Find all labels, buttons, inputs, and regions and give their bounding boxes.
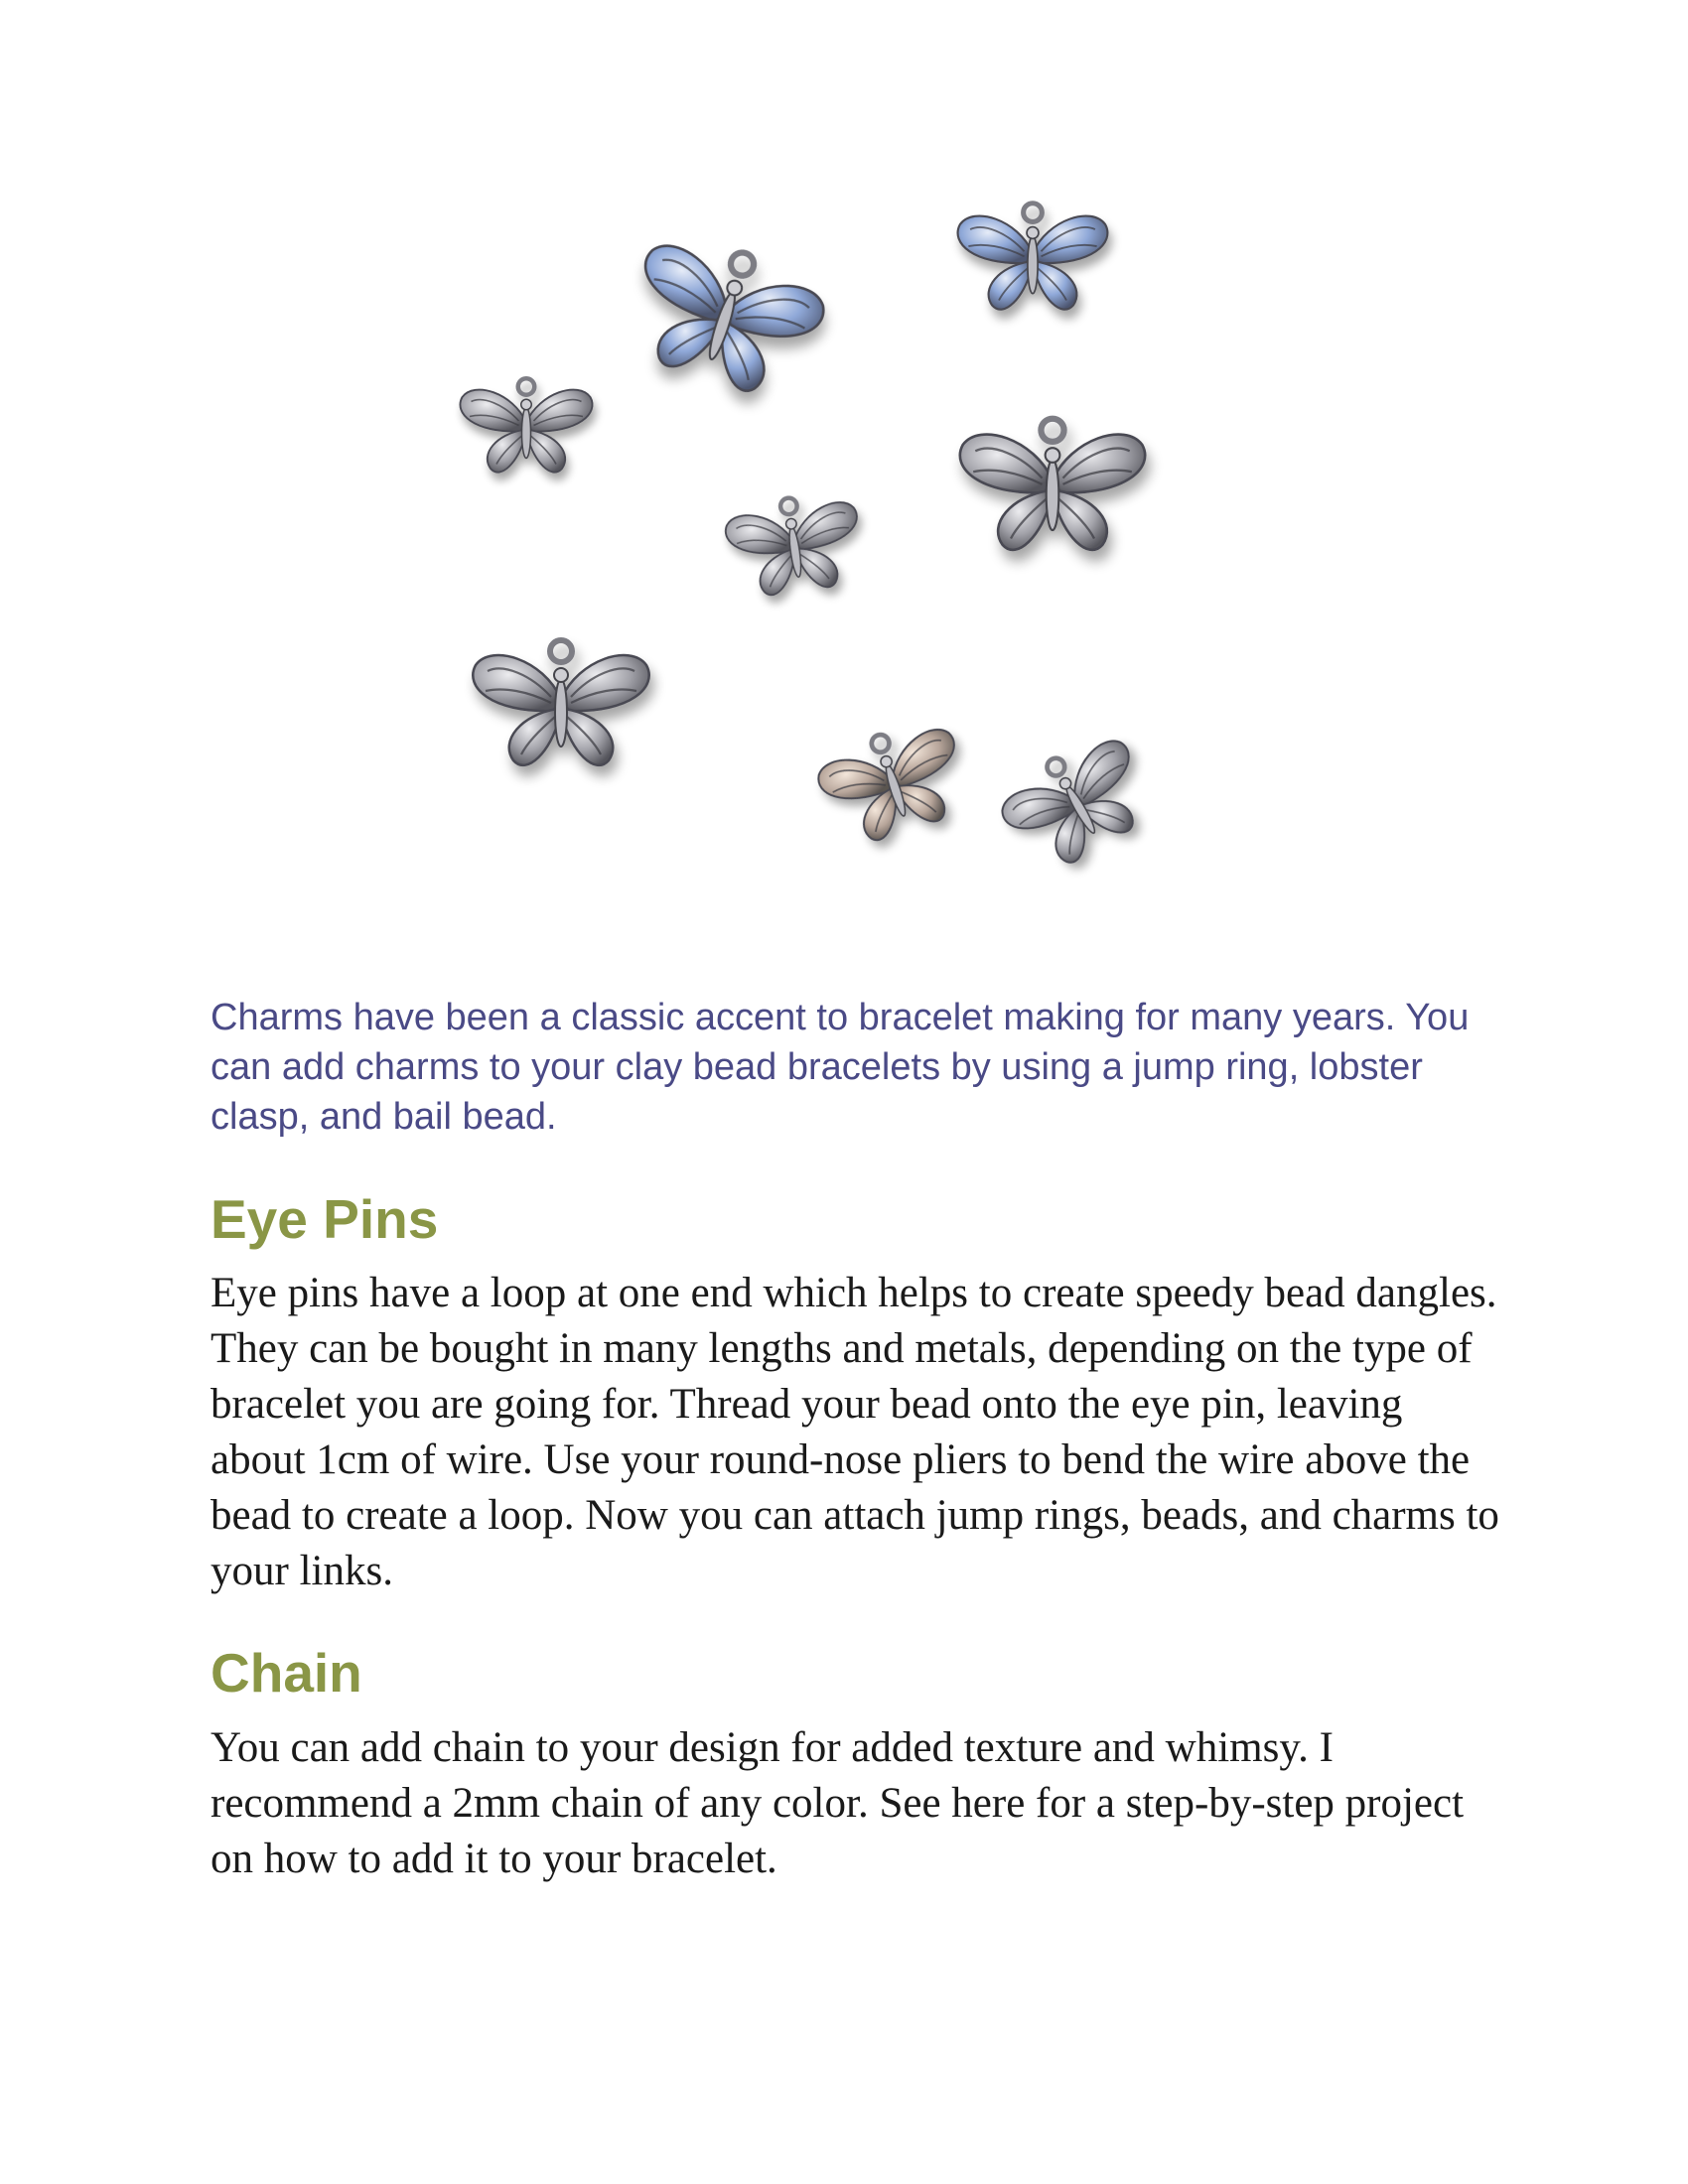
butterfly-charm-striped bbox=[473, 640, 648, 765]
section-body-eye-pins: Eye pins have a loop at one end which helps to create speedy bead dangles. They can be bought in many lengths and metals, depending on the type of bracelet you are going for. Thread your bead onto the eye pin, leaving about 1cm of wire. Use your round-nose pliers to bend the wire above the bead to create a loop. Now you can attach jump rings, beads, and charms to your links. bbox=[211, 1270, 1499, 1594]
photo-caption: Charms have been a classic accent to bracelet making for many years. You can add charms to your clay bead bracelets by using a jump ring, lobster clasp, and bail bead. bbox=[211, 997, 1470, 1138]
section-heading-eye-pins: Eye Pins bbox=[211, 1188, 439, 1250]
butterfly-charm-side-profile bbox=[991, 724, 1163, 881]
butterfly-charms-illustration bbox=[417, 189, 1271, 963]
section-heading-chain: Chain bbox=[211, 1642, 362, 1704]
section-body-chain: You can add chain to your design for added texture and whimsy. I recommend a 2mm chain of any color. See here for a step-by-step project on how to add it to your bracelet. bbox=[211, 1724, 1465, 1882]
butterfly-charm-blue-top bbox=[958, 204, 1108, 310]
butterfly-charm-dotted bbox=[960, 419, 1145, 550]
butterfly-charm-heart-wings bbox=[810, 714, 975, 853]
butterfly-charms-photo bbox=[417, 189, 1271, 963]
butterfly-charm-filigree bbox=[460, 378, 592, 472]
butterfly-charm-blue-large bbox=[618, 224, 834, 406]
butterfly-charm-small-textured bbox=[722, 488, 866, 600]
